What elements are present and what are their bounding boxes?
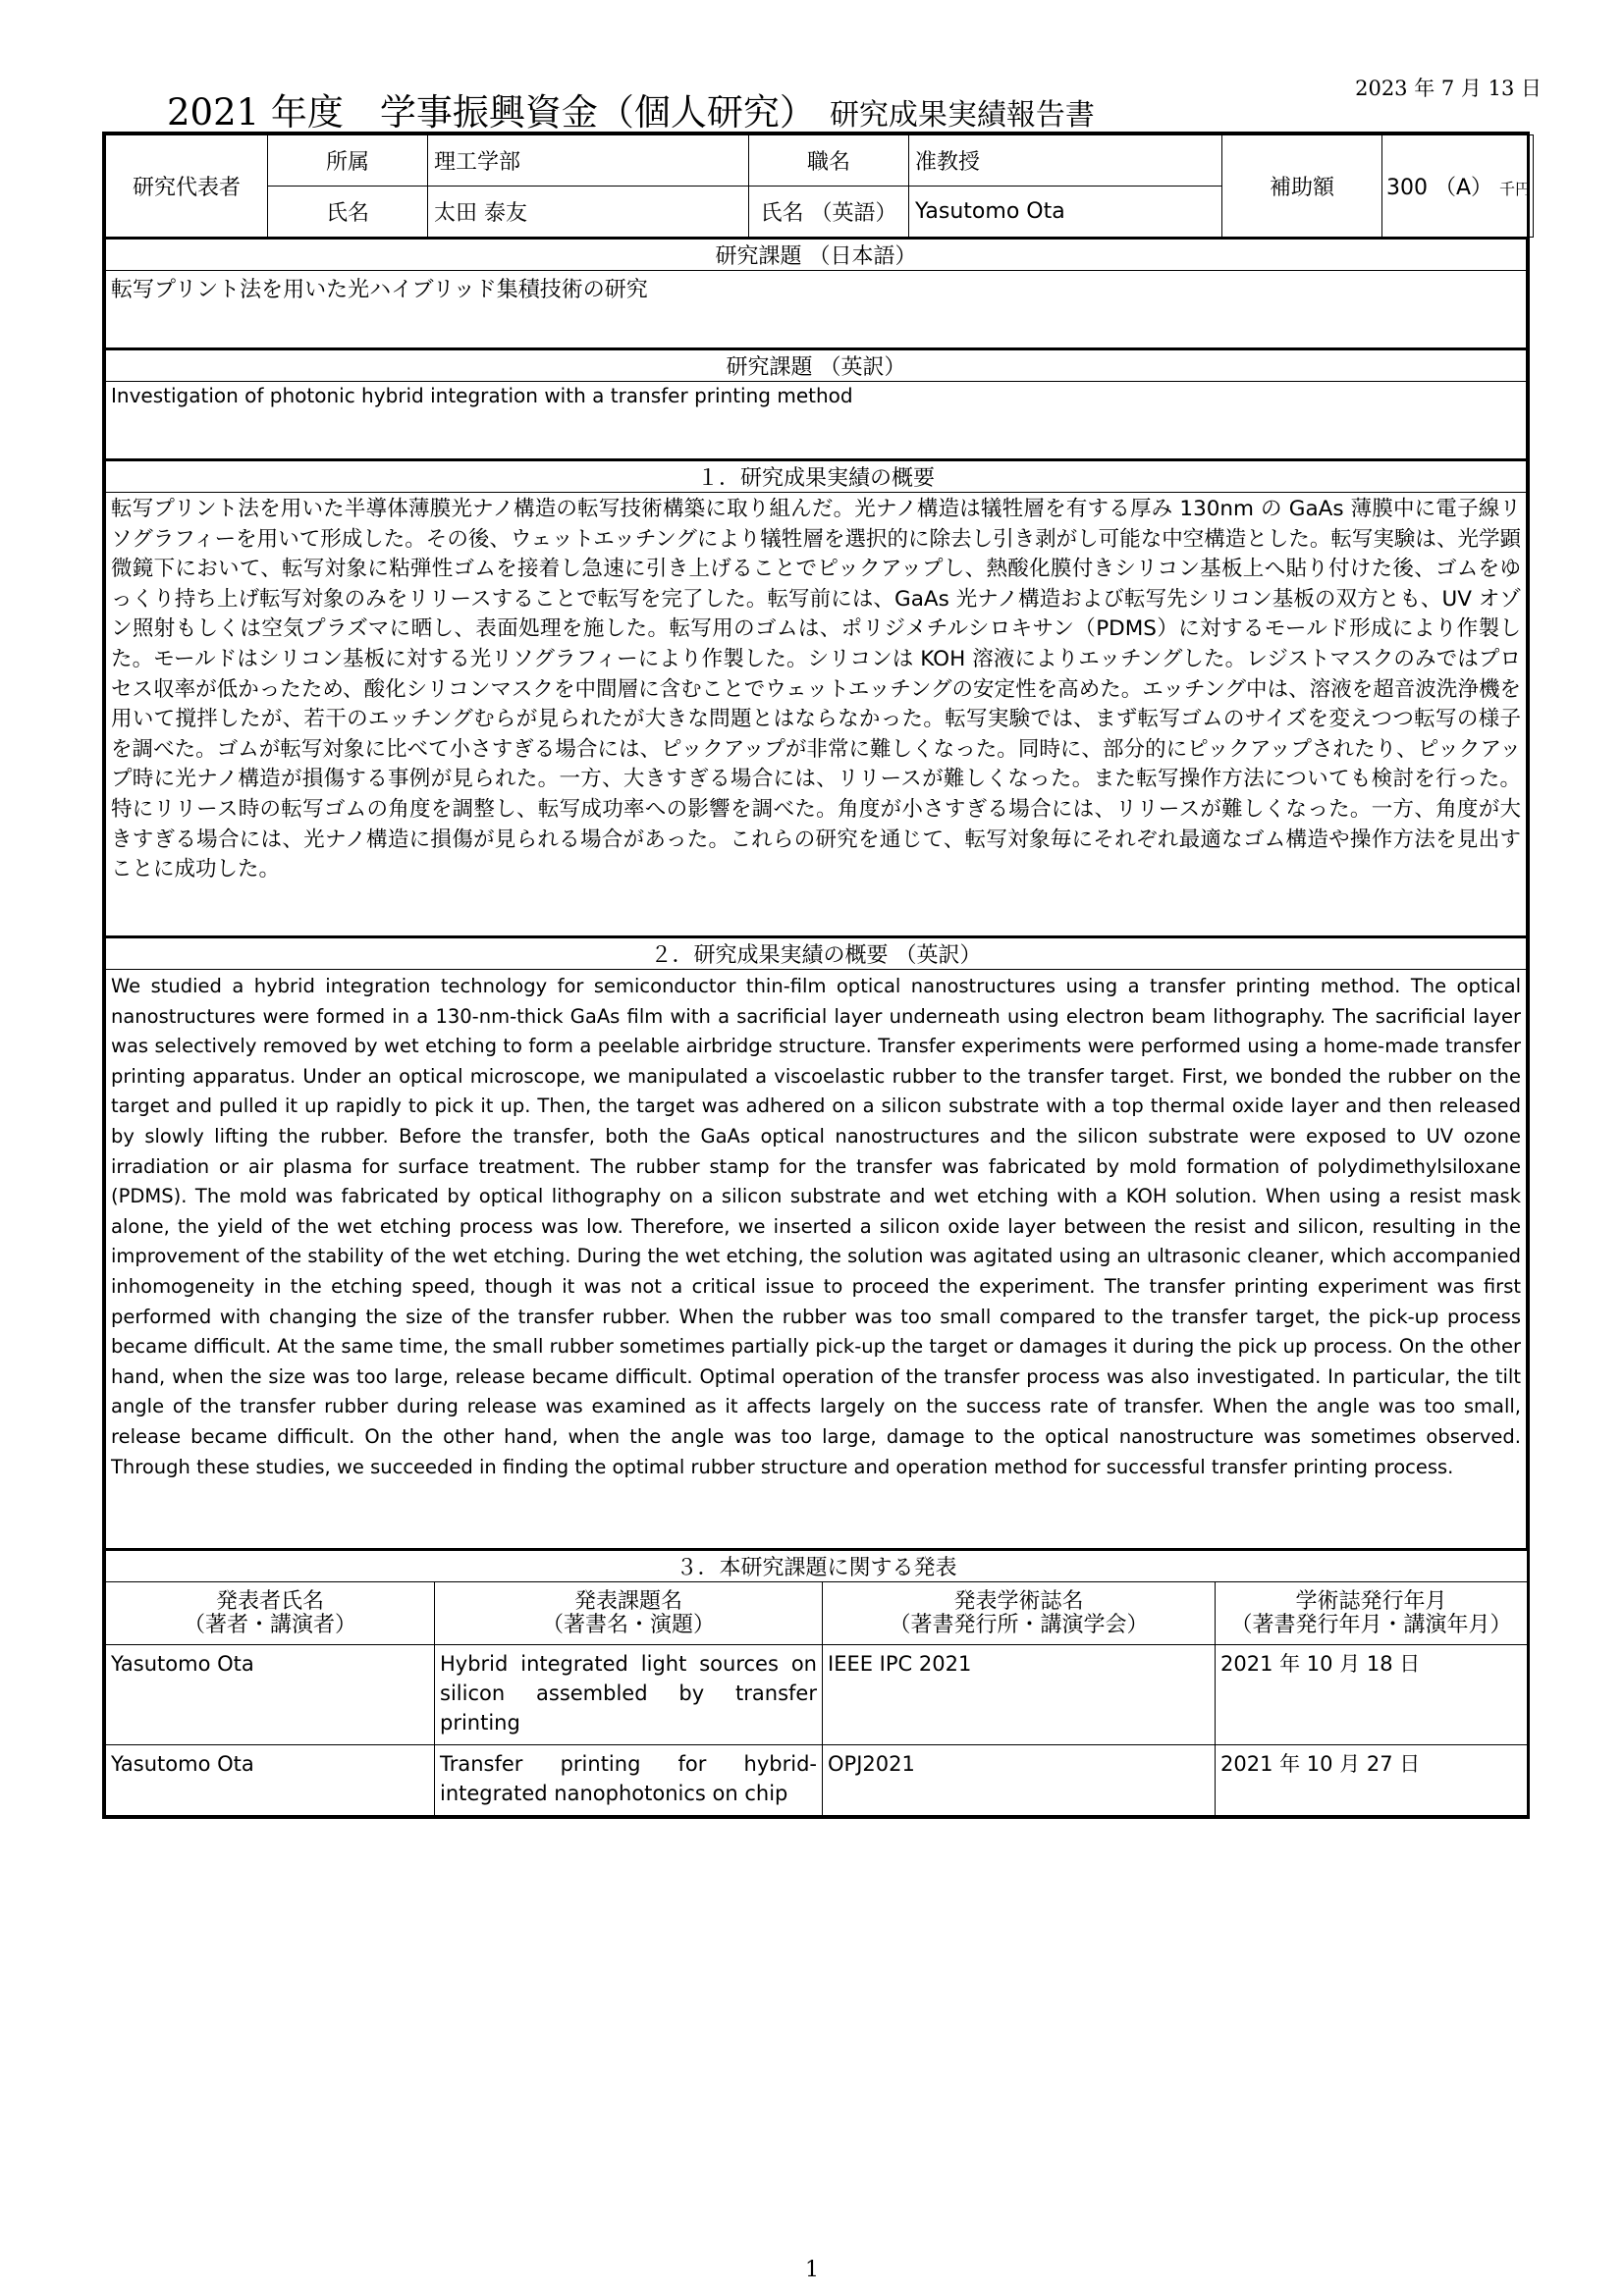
document-date: 2023 年 7 月 13 日 [1355,77,1542,100]
document-title [167,82,1095,135]
name-value: 太田 泰友 [428,187,749,238]
grant-unit: 千円 [1499,180,1532,198]
grant-value: 300 （A） [1386,176,1493,200]
topic-en-heading: 研究課題 （英訳） [106,349,1527,382]
pub-date: 2021 年 10 月 18 日 [1216,1645,1528,1745]
position-label: 職名 [749,135,909,187]
topic-ja-text: 転写プリント法を用いた光ハイブリッド集積技術の研究 [106,271,1527,348]
pub-date: 2021 年 10 月 27 日 [1216,1745,1528,1816]
title-main: 2021 年度 学事振興資金（個人研究） [167,91,816,133]
name-en-value: Yasutomo Ota [909,187,1222,238]
pub-venue: OPJ2021 [823,1745,1216,1816]
summary-ja-section [105,459,1527,936]
position-value: 准教授 [909,135,1222,187]
grant-amount [1382,135,1534,238]
title-sub: 研究成果実績報告書 [829,98,1095,133]
summary-en-heading: ２．研究成果実績の概要 （英訳） [106,937,1527,970]
summary-en-section [105,936,1527,1549]
pub-author: Yasutomo Ota [106,1645,435,1745]
summary-ja-text: 転写プリント法を用いた半導体薄膜光ナノ構造の転写技術構築に取り組んだ。光ナノ構造は犠牲層を有する厚み 130nm の GaAs 薄膜中に電子線リソグラフィーを用いて形成した。その後、ウェットエッチングにより犠牲層を選択的に除去し引き剥がし可能な中空構造とした。転写実験は、光学顕微鏡下において、転写対象に粘弾性ゴムを接着し急速に引き上げることでピックアップし、熱酸化膜付きシリコン基板上へ貼り付けた後、ゴムをゆっくり持ち上げ転写対象のみをリリースすることで転写を完了した。転写前には、GaAs 光ナノ構造および転写先シリコン基板の双方とも、UV オゾン照射もしくは空気プラズマに晒し、表面処理を施した。転写用のゴムは、ポリジメチルシロキサン（PDMS）に対するモールド形成により作製した。モールドはシリコン基板に対する光リソグラフィーにより作製した。シリコンは KOH 溶液によりエッチングした。レジストマスクのみではプロセス収率が低かったため、酸化シリコンマスクを中間層に含むことでウェットエッチングの安定性を高めた。エッチング中は、溶液を超音波洗浄機を用いて撹拌したが、若干のエッチングむらが見られたが大きな問題とはならなかった。転写実験では、まず転写ゴムのサイズを変えつつ転写の様子を調べた。ゴムが転写対象に比べて小さすぎる場合には、ピックアップが非常に難しくなった。同時に、部分的にピックアップされたり、ピックアップ時に光ナノ構造が損傷する事例が見られた。一方、大きすぎる場合には、リリースが難しくなった。また転写操作方法についても検討を行った。特にリリース時の転写ゴムの角度を調整し、転写成功率への影響を調べた。角度が小さすぎる場合には、リリースが難しくなった。一方、角度が大きすぎる場合には、光ナノ構造に損傷が見られる場合があった。これらの研究を通じて、転写対象毎にそれぞれ最適なゴム構造や操作方法を見出すことに成功した。 [106,493,1527,936]
grant-label: 補助額 [1222,135,1382,238]
summary-en-text: We studied a hybrid integration technology for semiconductor thin-film optical nanostructures using a transfer printing method. The optical nanostructures were formed in a 130-nm-thick GaAs film with a sacrificial layer underneath using electron beam lithography. The sacrificial layer was selectively removed by wet etching to form a peelable airbridge structure. Transfer experiments were performed using a home-made transfer printing apparatus. Under an optical microscope, we manipulated a viscoelastic rubber to the transfer target. First, we bonded the rubber on the target and pulled it up rapidly to pick it up. Then, the target was adhered on a silicon substrate with a top thermal oxide layer and then released by slowly lifting the rubber. Before the transfer, both the GaAs optical nanostructures and the silicon substrate were exposed to UV ozone irradiation or air plasma for surface treatment. The rubber stamp for the transfer was fabricated by mold formation of polydimethylsiloxane (PDMS). The mold was fabricated by optical lithography on a silicon substrate and wet etching with a KOH solution. When using a resist mask alone, the yield of the wet etching process was low. Therefore, we inserted a silicon oxide layer between the resist and silicon, resulting in the improvement of the stability of the wet etching. During the wet etching, the solution was agitated using an ultrasonic cleaner, which accompanied inhomogeneity in the etching speed, though it was not a critical issue to proceed the experiment. The transfer printing experiment was first performed with changing the size of the transfer rubber. When the rubber was too small compared to the transfer target, the pick-up process became difficult. At the same time, the small rubber sometimes partially pick-up the target or damages it during the pick up process. On the other hand, when the size was too large, release became difficult. Optimal operation of the transfer process was also investigated. In particular, the tilt angle of the transfer rubber during release was examined as it affects largely on the success rate of transfer. When the angle was too small, release became difficult. On the other hand, when the angle was too large, damage to the optical nanostructure was sometimes observed. Through these studies, we succeeded in finding the optimal rubber structure and operation method for successful transfer printing process. [106,970,1527,1549]
publications-header-row [106,1582,1528,1645]
topic-ja-heading: 研究課題 （日本語） [106,239,1527,271]
table-row [106,1645,1528,1745]
table-row [106,1745,1528,1816]
name-label: 氏名 [268,187,428,238]
pub-venue: IEEE IPC 2021 [823,1645,1216,1745]
col-author-header: 発表者氏名 （著者・講演者） [106,1582,435,1645]
topic-en-section [105,348,1527,459]
report-form [102,132,1530,1819]
header-table [105,134,1534,238]
topic-ja-section [105,238,1527,348]
publications-section [105,1549,1528,1816]
col-venue-header: 発表学術誌名 （著書発行所・講演学会） [823,1582,1216,1645]
col-date-header: 学術誌発行年月 （著書発行年月・講演年月） [1216,1582,1528,1645]
affiliation-value: 理工学部 [428,135,749,187]
pub-title: Transfer printing for hybrid-integrated nanophotonics on chip [435,1745,823,1816]
col-title-header: 発表課題名 （著書名・演題） [435,1582,823,1645]
pub-author: Yasutomo Ota [106,1745,435,1816]
pub-title: Hybrid integrated light sources on silicon assembled by transfer printing [435,1645,823,1745]
affiliation-label: 所属 [268,135,428,187]
publications-heading: ３．本研究課題に関する発表 [106,1550,1528,1582]
name-en-label: 氏名 （英語） [749,187,909,238]
representative-label: 研究代表者 [106,135,268,238]
topic-en-text: Investigation of photonic hybrid integration with a transfer printing method [106,382,1527,459]
summary-ja-heading: １．研究成果実績の概要 [106,460,1527,493]
page-number: 1 [805,2258,819,2282]
